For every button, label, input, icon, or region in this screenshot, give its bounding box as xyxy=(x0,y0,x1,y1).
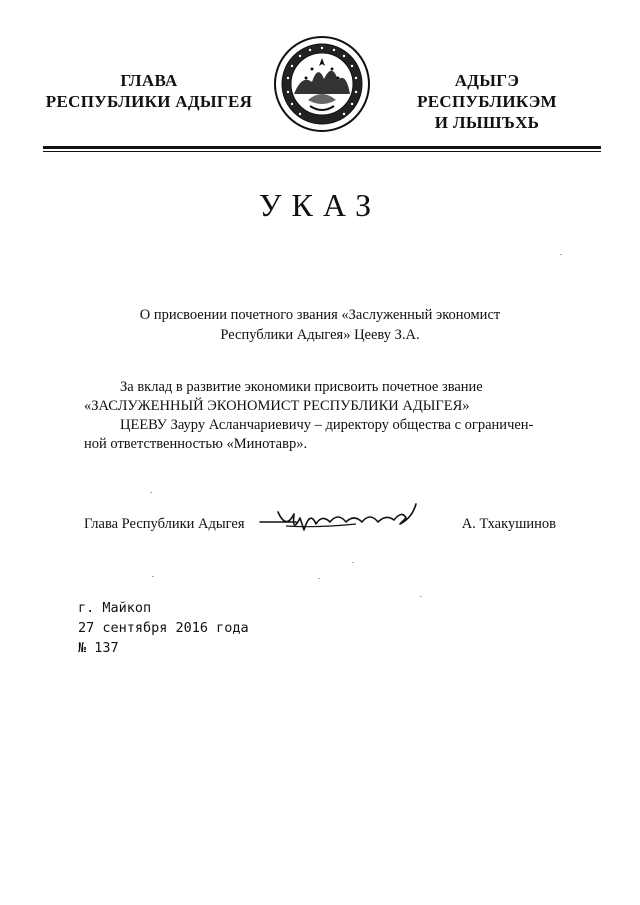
body-word: За xyxy=(120,379,134,395)
body-line-4: ной ответственностью «Минотавр». xyxy=(84,436,308,452)
scan-speck xyxy=(352,562,354,563)
body-word: звание xyxy=(441,379,483,395)
body-word: развитие xyxy=(186,379,241,395)
document-body xyxy=(84,378,556,454)
document-title: УКАЗ xyxy=(258,187,382,223)
meta-city: г. Майкоп xyxy=(78,600,152,616)
body-word: почетное xyxy=(382,379,439,395)
header-right-line1: АДЫГЭ РЕСПУБЛИКЭМ xyxy=(417,71,557,111)
header-left-line1: ГЛАВА xyxy=(120,71,178,90)
body-word: вклад xyxy=(137,379,173,395)
header-divider-thin xyxy=(43,151,601,152)
scan-speck xyxy=(420,596,422,597)
scan-speck xyxy=(150,492,152,493)
header-divider-thick xyxy=(43,146,601,149)
scan-speck xyxy=(560,254,562,255)
handwritten-signature xyxy=(256,500,436,540)
header-left-line2: РЕСПУБЛИКИ АДЫГЕЯ xyxy=(45,92,253,111)
signature-block xyxy=(84,506,556,546)
scan-speck xyxy=(152,576,154,577)
signatory-title: Глава Республики Адыгея xyxy=(84,516,245,532)
header-left-title xyxy=(40,70,258,112)
document-subject xyxy=(100,305,540,345)
meta-number: № 137 xyxy=(78,640,119,656)
scan-speck xyxy=(318,578,320,579)
document-meta xyxy=(78,598,249,658)
header-right-title xyxy=(386,70,588,133)
subject-line-2: Республики Адыгея» Цееву З.А. xyxy=(220,327,420,343)
meta-date: 27 сентября 2016 года xyxy=(78,620,249,636)
subject-line-1: О присвоении почетного звания «Заслуженный экономист xyxy=(139,307,501,323)
coat-of-arms-icon xyxy=(272,34,372,134)
body-word: экономики xyxy=(244,379,311,395)
body-word: присвоить xyxy=(314,379,379,395)
body-line-3: ЦЕЕВУ Зауру Асланчариевичу – директору общества с ограничен- xyxy=(120,417,534,433)
signatory-name: А. Тхакушинов xyxy=(461,516,556,532)
header-right-line2: И ЛЫШЪХЬ xyxy=(434,113,540,132)
body-word: в xyxy=(175,379,183,395)
body-line-2: «ЗАСЛУЖЕННЫЙ ЭКОНОМИСТ РЕСПУБЛИКИ АДЫГЕЯ» xyxy=(84,398,470,414)
body-line-1 xyxy=(84,378,556,397)
